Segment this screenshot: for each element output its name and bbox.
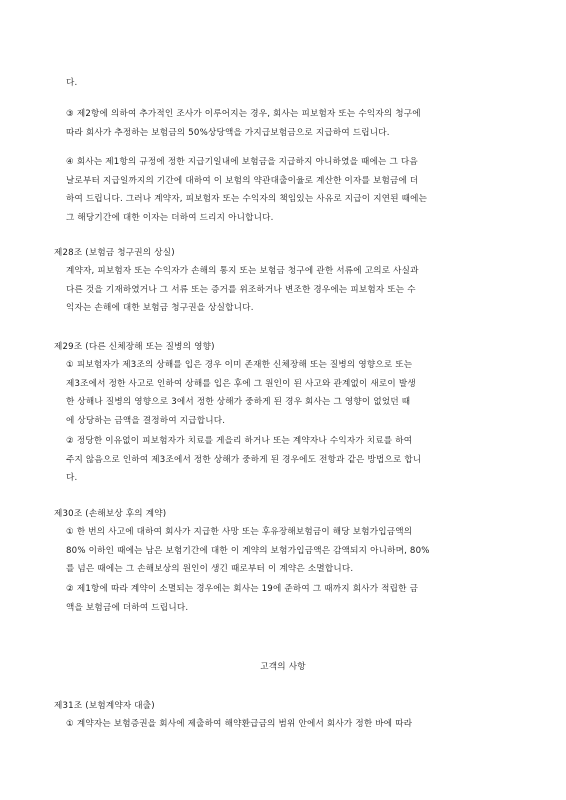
article-29-paragraph-2: ② 정당한 이유없이 피보험자가 치료를 게을리 하거나 또는 계약자나 수익자가 치료를 하여 주지 않음으로 인하여 제3조에서 정한 상해가 중하게 된 경우에도 전항과 같은 방법으로 합니 다.: [66, 436, 422, 483]
article-28-title: 제28조 (보험금 청구권의 상실): [54, 248, 175, 258]
section-heading: 고객의 사항: [260, 662, 306, 672]
article-31-title: 제31조 (보험계약자 대출): [54, 701, 155, 711]
article-29-paragraph-1: ① 피보험자가 제3조의 상해를 입은 경우 이미 존재한 신체장해 또는 질병의 영향으로 또는 제3조에서 정한 사고로 인하여 상해를 입은 후에 그 원인이 된 사고와 관계없이 새로이 발생 한 상해나 질병의 영향으로 3에서 정한 상해가 중하게 된 경우 회사는 그 영향이 없었던 때 에 상당하는 금액을 결정하여 지급합니다.: [66, 360, 416, 426]
paragraph-continuation: 다.: [66, 78, 78, 88]
article-31-paragraph-1: ① 계약자는 보험증권을 회사에 제출하여 해약환급금의 범위 안에서 회사가 정한 바에 따라: [66, 719, 413, 729]
paragraph-provisional-payment: ③ 제2항에 의하여 추가적인 조사가 이루어지는 경우, 회사는 피보험자 또는 수익자의 청구에 따라 회사가 추정하는 보험금의 50%상당액을 가지급보험금으로 지급하여 드립니다.: [66, 109, 421, 138]
paragraph-late-payment-interest: ④ 회사는 제1항의 규정에 정한 지급기일내에 보험금을 지급하지 아니하였을 때에는 그 다음 날로부터 지급일까지의 기간에 대하여 이 보험의 약관대출이율로 계산한 이자를 보험금에 더 하여 드립니다. 그러나 계약자, 피보험자 또는 수익자의 책임있는 사유로 지급이 지연된 때에는 그 해당기간에 대한 이자는 더하여 드리지 아니합니다.: [66, 157, 428, 223]
article-30-title: 제30조 (손해보상 후의 계약): [54, 509, 167, 519]
article-30-paragraph-1: ① 한 번의 사고에 대하여 회사가 지급한 사망 또는 후유장해보험금이 해당 보험가입금액의 80% 이하인 때에는 남은 보험기간에 대한 이 계약의 보험가입금액은 감액되지 아니하며, 80% 를 넘은 때에는 그 손해보상의 원인이 생긴 때로부터 이 계약은 소멸합니다.: [66, 527, 430, 574]
article-28-body: 계약자, 피보험자 또는 수익자가 손해의 통지 또는 보험금 청구에 관한 서류에 고의로 사실과 다른 것을 기재하였거나 그 서류 또는 증거를 위조하거나 변조한 경우에는 피보험자 또는 수 익자는 손해에 대한 보험금 청구권을 상실합니다.: [66, 266, 419, 313]
article-29-title: 제29조 (다른 신체장해 또는 질병의 영향): [54, 342, 215, 352]
article-30-paragraph-2: ② 제1항에 따라 계약이 소멸되는 경우에는 회사는 19에 준하여 그 때까지 회사가 적립한 금 액을 보험금에 더하여 드립니다.: [66, 584, 419, 613]
